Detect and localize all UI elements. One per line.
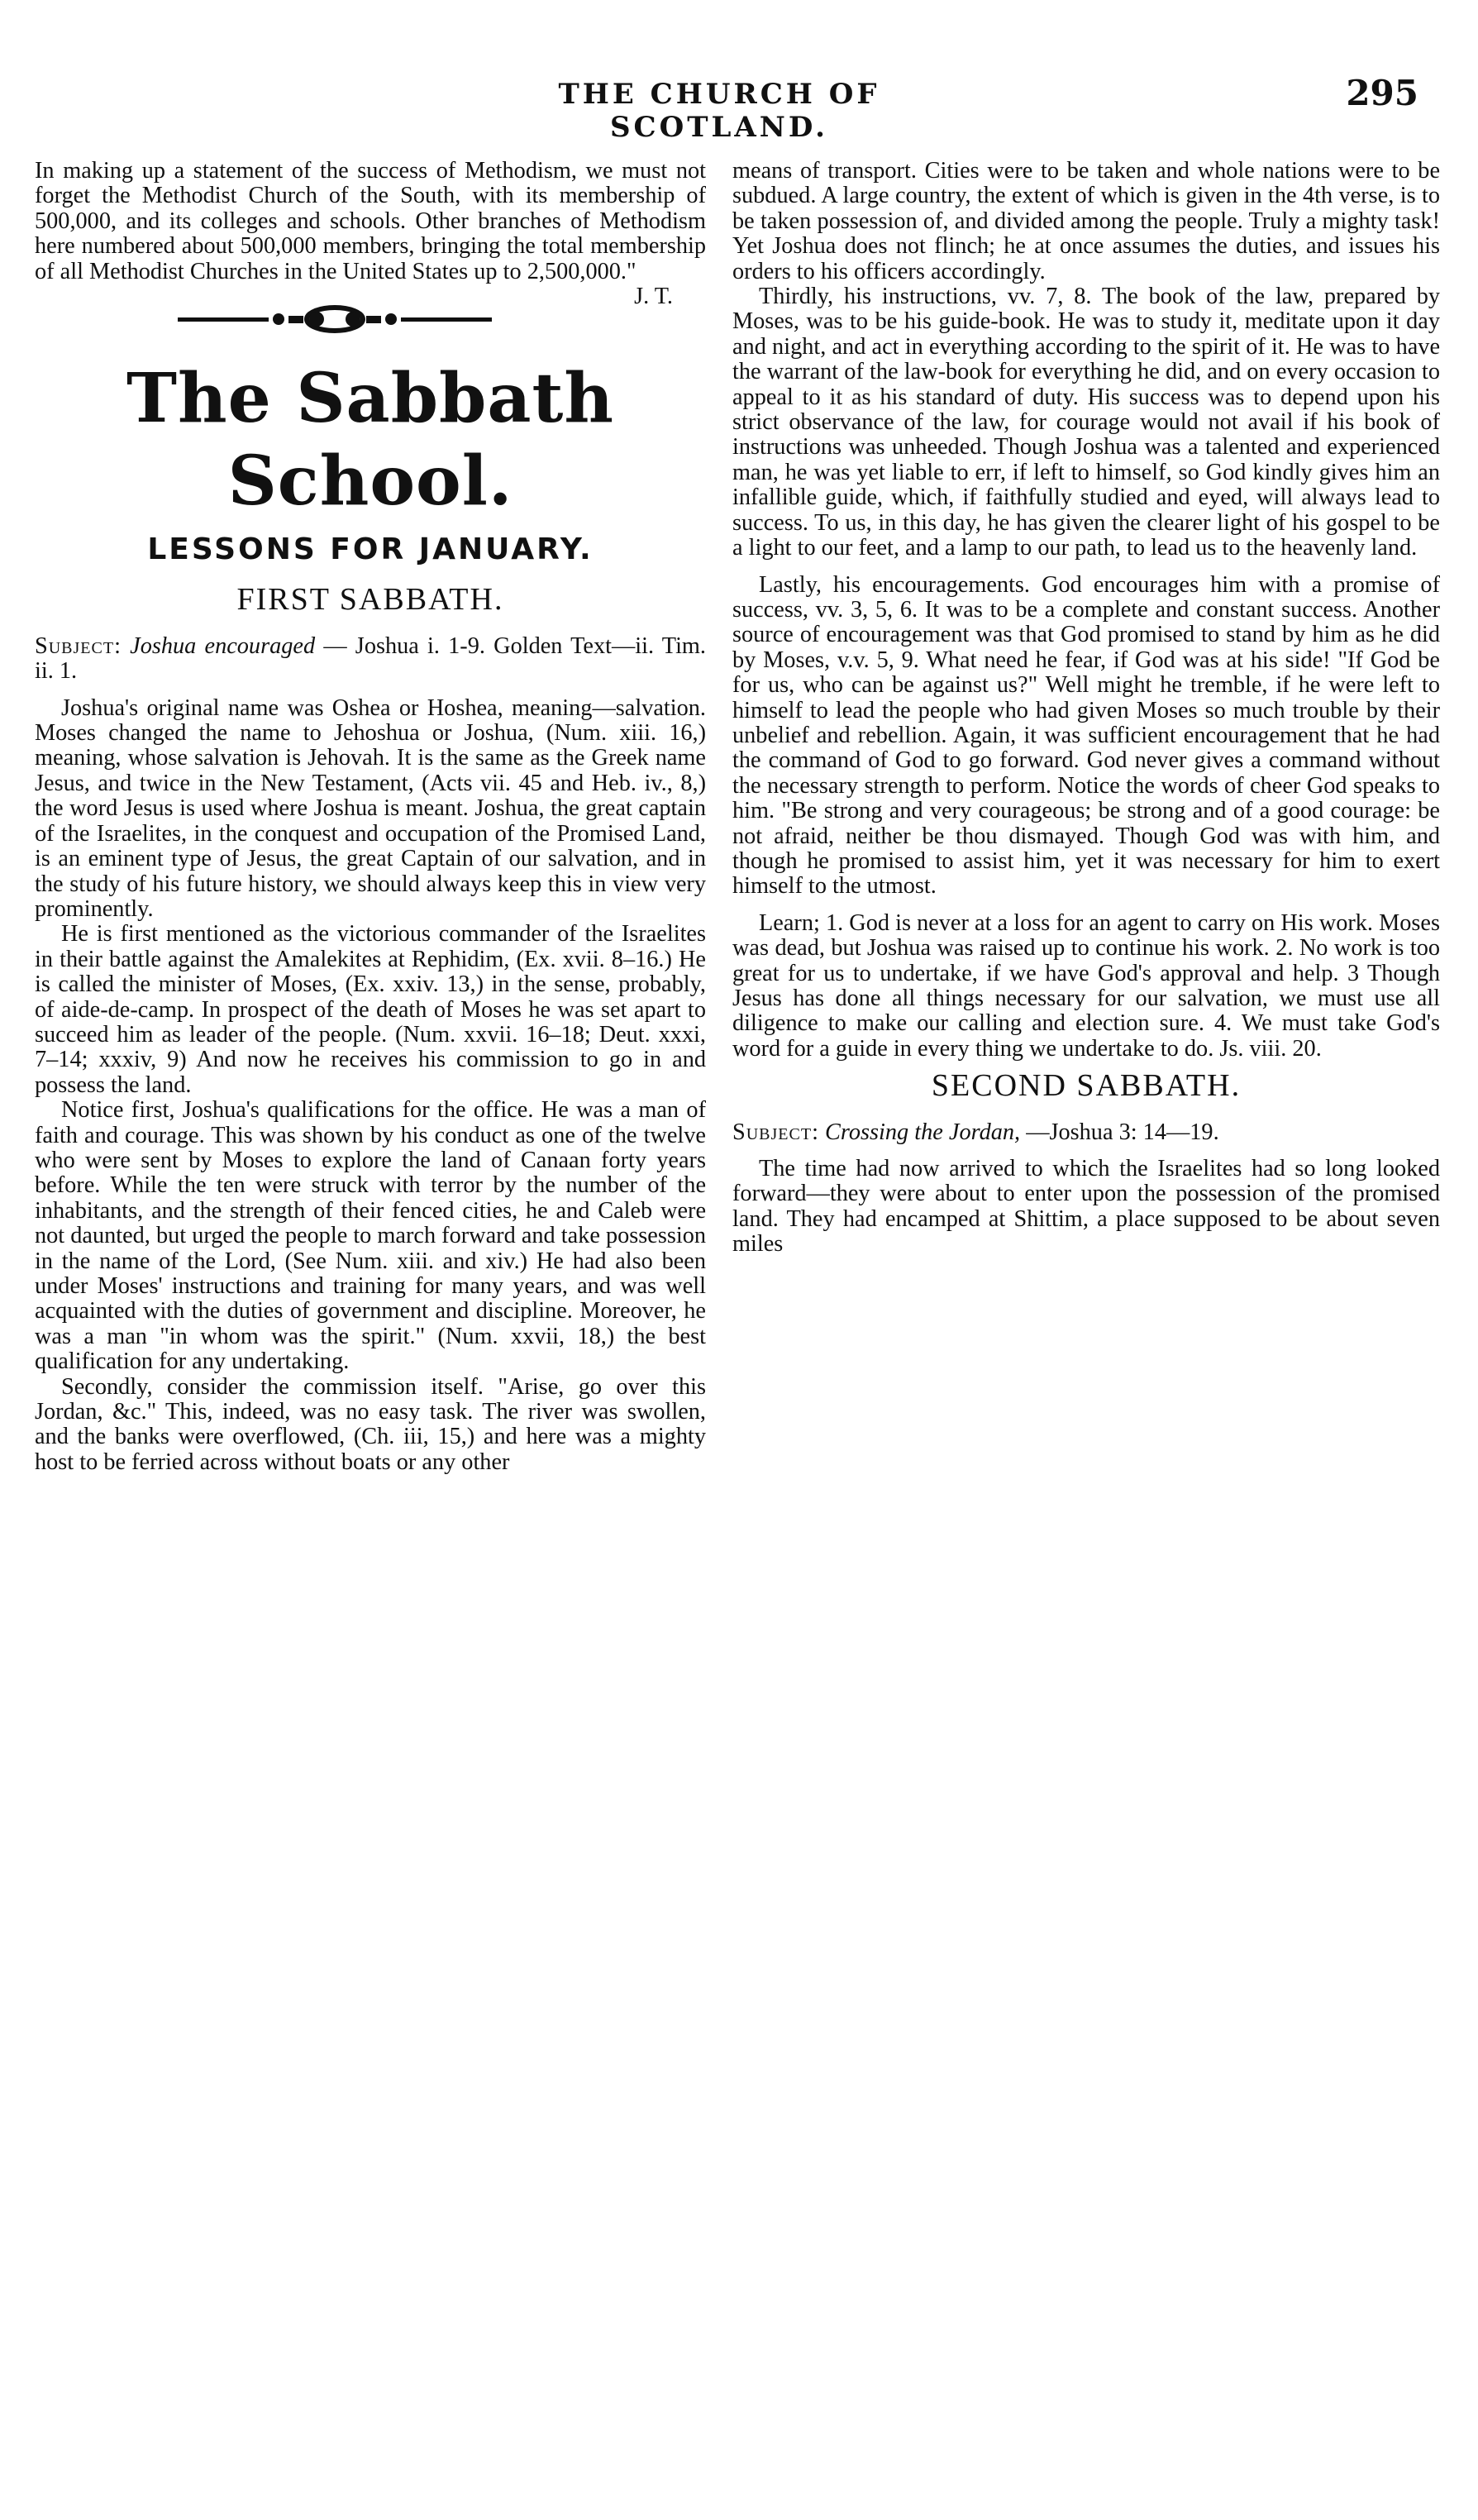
subject-reference: — Joshua i. 1-9. Golden Text—ii. Tim. ii. 1.: [35, 632, 706, 685]
lessons-section-title: LESSONS FOR JANUARY.: [147, 532, 594, 567]
page-number: 295: [1346, 73, 1418, 113]
left-column: [35, 159, 706, 1475]
right-column: [732, 159, 1440, 1258]
subject-title: Crossing the Jordan,: [825, 1119, 1021, 1145]
author-signature: J. T.: [634, 284, 673, 310]
running-title: THE CHURCH OF SCOTLAND.: [558, 78, 880, 144]
sabbath-school-masthead: The Sabbath School.: [126, 359, 614, 522]
subject-reference: —Joshua 3: 14—19.: [1026, 1119, 1219, 1145]
learn-paragraph: Learn; 1. God is never at a loss for an agent to carry on His work. Moses was dead, but Joshua was raised up to continue his work. 2. No work is too great for us to undertake, if we have God's approval and help. 3 Though Jesus has done all things necessary for our salvation, we must use all diligence to make our calling and election sure. 4. We must take God's word for a guide in every thing we undertake to do. Js. viii. 20.: [732, 909, 1440, 1062]
ornamental-rule: [35, 298, 706, 352]
second-sabbath-heading: SECOND SABBATH.: [931, 1068, 1242, 1104]
second-sabbath-subject: [732, 1120, 1440, 1145]
first-sabbath-subject: [35, 634, 706, 685]
israelites-paragraph: The time had now arrived to which the Israelites had so long looked forward—they were about to enter upon the possession of the promised land. They had encamped at Shittim, a place supposed to be about seven miles: [732, 1156, 1440, 1258]
joshua-name-paragraph: Joshua's original name was Oshea or Hoshea, meaning—salvation. Moses changed the name to Jehoshua or Joshua, (Num. xiii. 16,) meaning, whose salvation is Jehovah. It is the same as the Greek name Jesus, and twice in the New Testament, (Acts vii. 45 and Heb. iv., 8,) the word Jesus is used where Joshua is meant. Joshua, the great captain of the Israelites, in the conquest and occupation of the Promised Land, is an eminent type of Jesus, the great Captain of our salvation, and in the study of his future history, we should always keep this in view very prominently.: [35, 694, 706, 922]
subject-title: Joshua encouraged: [130, 632, 316, 659]
running-head: [0, 73, 1478, 144]
commission-paragraph: Secondly, consider the commission itself. "Arise, go over this Jordan, &c." This, indeed, was no easy task. The river was swollen, and the banks were overflowed, (Ch. iii, 15,) and here was a mighty host to be ferried across without boats or any other: [35, 1373, 706, 1475]
instructions-paragraph: Thirdly, his instructions, vv. 7, 8. The book of the law, prepared by Moses, was to be his guide-book. He was to study it, meditate upon it day and night, and act in everything according to the spirit of it. He was to have the warrant of the law-book for everything he did, and on every occasion to appeal to it as his standard of duty. His success was to depend upon his strict observance of the law, for courage would not avail if his book of instructions was unheeded. Though Joshua was a talented and experienced man, he was yet liable to err, if left to himself, so God kindly gives him an infallible guide, which, if faithfully studied and eyed, will always lead to success. To us, in this day, he has given the clearer light of his gospel to be a light to our feet, and a lamp to our path, to lead us to the heavenly land.: [732, 284, 1440, 561]
qualifications-paragraph: Notice first, Joshua's qualifications for the office. He was a man of faith and courage. This was shown by his conduct as one of the twelve who were sent by Moses to explore the land of Canaan forty years before. While the ten were struck with terror by the number of the inhabitants, and the strength of their fenced cities, he and Caleb were not daunted, but urged the people to march forward and take possession in the name of the Lord, (See Num. xiii. and xiv.) He had also been under Moses' instructions and training for many years, and was well acquainted with the duties of government and discipline. Moreover, he was a man "in whom was the spirit." (Num. xxvii, 18,) the best qualification for any undertaking.: [35, 1097, 706, 1375]
first-sabbath-heading: FIRST SABBATH.: [236, 582, 504, 618]
methodism-text: In making up a statement of the success of Methodism, we must not forget the Methodist Church of the South, with its membership of 500,000, and its colleges and schools. Other branches of Methodism here numbered about 500,000 members, bringing the total membership of all Methodist Churches in the United States up to 2,500,000.": [35, 159, 706, 284]
subject-label: Subject:: [35, 632, 122, 659]
encouragements-paragraph: Lastly, his encouragements. God encourages him with a promise of success, vv. 3, 5, 6. It was to be a complete and constant success. Another source of encouragement was that God promised to stand by him as he did by Moses, v.v. 5, 9. What need he fear, if God was at his side! "If God be for us, who can be against us?" Well might he tremble, if he were left to himself to lead the people who had given Moses so much trouble by their unbelief and rebellion. Again, it was sufficient encouragement that he had the command of God to go forward. God never gives a command without the necessary strength to perform. Notice the words of cheer God speaks to him. "Be strong and very courageous; be strong and of a good courage: be not afraid, neither be thou dismayed. Though God was with him, and though he promised to assist him, yet it was necessary for him to exert himself to the utmost.: [732, 571, 1440, 900]
first-mentioned-paragraph: He is first mentioned as the victorious commander of the Israelites in their battle against the Amalekites at Rephidim, (Ex. xvii. 8–16.) He is called the minister of Moses, (Ex. xxiv. 13,) in the sense, probably, of aide-de-camp. In prospect of the death of Moses he was set apart to succeed him as leader of the people. (Num. xxvii. 16–18; Deut. xxxi, 7–14; xxxiv, 9) And now he receives his commission to go in and possess the land.: [35, 921, 706, 1098]
ornament-flourish-icon: [169, 298, 500, 352]
subject-label: Subject:: [732, 1119, 819, 1145]
transport-paragraph: means of transport. Cities were to be taken and whole nations were to be subdued. A large country, the extent of which is given in the 4th verse, is to be taken possession of, and divided among the people. Truly a mighty task! Yet Joshua does not flinch; he at once assumes the duties, and issues his orders to his officers accordingly.: [732, 159, 1440, 284]
methodism-paragraph: [35, 159, 706, 310]
